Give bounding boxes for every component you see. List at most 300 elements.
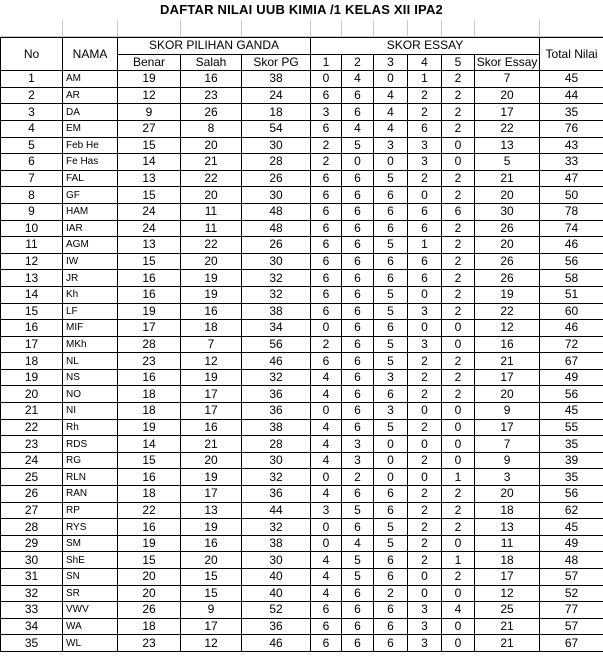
cell-essay-2: 6 [342,87,374,104]
cell-essay-2: 5 [342,552,374,569]
cell-essay-5: 1 [442,552,475,569]
cell-nama: SR [63,585,118,602]
cell-skor-essay: 7 [475,436,540,453]
cell-no: 21 [1,403,63,420]
cell-skor-pg: 46 [242,353,311,370]
cell-no: 15 [1,303,63,320]
cell-skor-essay: 25 [475,602,540,619]
cell-skor-pg: 30 [242,552,311,569]
cell-no: 4 [1,120,63,137]
cell-total-nilai: 45 [540,403,603,420]
cell-essay-3: 0 [374,154,408,171]
cell-essay-2: 6 [342,203,374,220]
cell-no: 33 [1,602,63,619]
cell-benar: 16 [118,286,181,303]
header-skor-pg: Skor PG [242,54,311,71]
cell-salah: 20 [181,187,242,204]
cell-salah: 19 [181,519,242,536]
cell-essay-2: 6 [342,585,374,602]
cell-skor-pg: 26 [242,170,311,187]
cell-nama: NS [63,369,118,386]
cell-benar: 13 [118,170,181,187]
cell-essay-4: 6 [408,120,442,137]
cell-skor-essay: 22 [475,120,540,137]
table-row [1,535,603,552]
gridline [180,20,181,37]
cell-total-nilai: 46 [540,237,603,254]
cell-essay-5: 4 [442,602,475,619]
cell-skor-essay: 13 [475,137,540,154]
cell-essay-3: 3 [374,403,408,420]
cell-nama: RAN [63,486,118,503]
table-row [1,286,603,303]
cell-essay-3: 6 [374,386,408,403]
cell-salah: 17 [181,618,242,635]
cell-salah: 16 [181,419,242,436]
cell-total-nilai: 43 [540,137,603,154]
cell-essay-1: 6 [311,170,342,187]
cell-salah: 16 [181,71,242,88]
cell-benar: 19 [118,303,181,320]
cell-essay-5: 0 [442,452,475,469]
cell-essay-1: 6 [311,602,342,619]
cell-essay-5: 2 [442,253,475,270]
cell-essay-4: 2 [408,419,442,436]
cell-essay-5: 2 [442,170,475,187]
cell-essay-4: 3 [408,303,442,320]
cell-essay-1: 6 [311,353,342,370]
gridline [441,20,442,37]
cell-essay-1: 3 [311,502,342,519]
cell-essay-1: 0 [311,469,342,486]
cell-salah: 8 [181,120,242,137]
cell-skor-pg: 36 [242,486,311,503]
cell-essay-4: 2 [408,104,442,121]
header-essay-3: 3 [374,54,408,71]
cell-no: 27 [1,502,63,519]
cell-skor-essay: 18 [475,552,540,569]
cell-total-nilai: 39 [540,452,603,469]
cell-skor-essay: 26 [475,270,540,287]
cell-essay-3: 3 [374,369,408,386]
cell-essay-2: 6 [342,220,374,237]
table-row [1,386,603,403]
cell-essay-1: 4 [311,386,342,403]
cell-skor-pg: 48 [242,203,311,220]
cell-no: 32 [1,585,63,602]
cell-total-nilai: 47 [540,170,603,187]
cell-benar: 9 [118,104,181,121]
cell-benar: 18 [118,618,181,635]
cell-skor-pg: 36 [242,618,311,635]
cell-no: 23 [1,436,63,453]
cell-essay-2: 6 [342,403,374,420]
table-row [1,519,603,536]
cell-essay-1: 2 [311,137,342,154]
cell-essay-5: 0 [442,585,475,602]
cell-skor-pg: 32 [242,369,311,386]
cell-skor-pg: 38 [242,303,311,320]
cell-skor-essay: 17 [475,369,540,386]
cell-no: 12 [1,253,63,270]
cell-essay-5: 2 [442,270,475,287]
cell-essay-3: 4 [374,87,408,104]
cell-essay-3: 6 [374,602,408,619]
cell-benar: 15 [118,452,181,469]
cell-essay-3: 5 [374,535,408,552]
cell-benar: 14 [118,436,181,453]
cell-skor-essay: 20 [475,237,540,254]
cell-no: 14 [1,286,63,303]
cell-benar: 19 [118,419,181,436]
cell-essay-1: 6 [311,286,342,303]
cell-essay-2: 3 [342,436,374,453]
cell-essay-3: 6 [374,270,408,287]
cell-essay-3: 0 [374,452,408,469]
cell-salah: 20 [181,452,242,469]
cell-essay-5: 0 [442,618,475,635]
cell-essay-5: 2 [442,303,475,320]
cell-essay-4: 2 [408,519,442,536]
cell-essay-3: 6 [374,635,408,652]
cell-essay-1: 2 [311,154,342,171]
table-row [1,104,603,121]
cell-skor-essay: 20 [475,187,540,204]
cell-no: 1 [1,71,63,88]
cell-skor-essay: 26 [475,253,540,270]
table-row [1,502,603,519]
cell-essay-1: 6 [311,237,342,254]
cell-benar: 28 [118,336,181,353]
cell-total-nilai: 62 [540,502,603,519]
cell-no: 8 [1,187,63,204]
cell-essay-4: 3 [408,602,442,619]
cell-essay-2: 6 [342,170,374,187]
cell-salah: 17 [181,486,242,503]
cell-essay-2: 6 [342,486,374,503]
cell-salah: 21 [181,436,242,453]
cell-salah: 12 [181,635,242,652]
cell-essay-5: 0 [442,403,475,420]
header-no: No [1,38,63,71]
cell-essay-4: 0 [408,286,442,303]
header-essay-2: 2 [342,54,374,71]
cell-essay-4: 0 [408,585,442,602]
cell-total-nilai: 77 [540,602,603,619]
cell-nama: Fe Has [63,154,118,171]
cell-essay-1: 6 [311,187,342,204]
cell-skor-essay: 3 [475,469,540,486]
cell-total-nilai: 58 [540,270,603,287]
cell-skor-pg: 36 [242,403,311,420]
cell-skor-pg: 28 [242,154,311,171]
table-row [1,353,603,370]
cell-benar: 15 [118,137,181,154]
cell-essay-5: 2 [442,486,475,503]
cell-essay-1: 6 [311,220,342,237]
cell-nama: RP [63,502,118,519]
cell-benar: 24 [118,220,181,237]
cell-essay-3: 6 [374,502,408,519]
cell-essay-5: 2 [442,187,475,204]
cell-skor-essay: 30 [475,203,540,220]
header-benar: Benar [118,54,181,71]
cell-essay-2: 6 [342,386,374,403]
gridline [373,20,374,37]
cell-total-nilai: 51 [540,286,603,303]
cell-nama: RLN [63,469,118,486]
cell-skor-essay: 9 [475,452,540,469]
gridline [539,20,540,37]
cell-total-nilai: 67 [540,353,603,370]
cell-no: 25 [1,469,63,486]
cell-essay-2: 6 [342,286,374,303]
cell-skor-pg: 38 [242,535,311,552]
cell-essay-3: 5 [374,519,408,536]
cell-skor-essay: 11 [475,535,540,552]
cell-essay-2: 6 [342,270,374,287]
gridline [407,20,408,37]
cell-essay-4: 2 [408,353,442,370]
cell-benar: 17 [118,320,181,337]
cell-nama: VWV [63,602,118,619]
cell-benar: 15 [118,253,181,270]
cell-essay-4: 6 [408,203,442,220]
cell-essay-2: 5 [342,502,374,519]
cell-no: 9 [1,203,63,220]
table-row [1,137,603,154]
table-row [1,303,603,320]
gridline [117,20,118,37]
cell-skor-pg: 54 [242,120,311,137]
cell-essay-4: 2 [408,535,442,552]
cell-salah: 17 [181,386,242,403]
cell-benar: 15 [118,552,181,569]
cell-essay-3: 6 [374,253,408,270]
table-row [1,203,603,220]
cell-nama: WL [63,635,118,652]
cell-essay-4: 2 [408,552,442,569]
table-row [1,585,603,602]
cell-skor-pg: 18 [242,104,311,121]
cell-benar: 19 [118,535,181,552]
cell-essay-2: 6 [342,519,374,536]
grades-table [0,37,603,652]
cell-essay-3: 5 [374,237,408,254]
cell-essay-1: 0 [311,519,342,536]
cell-essay-3: 5 [374,353,408,370]
cell-essay-3: 0 [374,71,408,88]
cell-essay-4: 2 [408,170,442,187]
cell-essay-2: 6 [342,187,374,204]
cell-essay-4: 0 [408,569,442,586]
header-essay-5: 5 [442,54,475,71]
cell-salah: 23 [181,87,242,104]
cell-essay-5: 0 [442,336,475,353]
cell-essay-1: 6 [311,203,342,220]
cell-no: 19 [1,369,63,386]
cell-skor-essay: 12 [475,320,540,337]
cell-skor-pg: 26 [242,237,311,254]
cell-skor-essay: 20 [475,87,540,104]
cell-no: 20 [1,386,63,403]
cell-total-nilai: 60 [540,303,603,320]
header-total: Total Nilai [540,38,603,71]
cell-essay-4: 3 [408,336,442,353]
cell-total-nilai: 50 [540,187,603,204]
cell-essay-2: 4 [342,535,374,552]
cell-no: 6 [1,154,63,171]
cell-skor-essay: 20 [475,386,540,403]
cell-benar: 12 [118,87,181,104]
cell-essay-3: 4 [374,104,408,121]
cell-salah: 13 [181,502,242,519]
cell-benar: 14 [118,154,181,171]
cell-essay-1: 4 [311,552,342,569]
cell-nama: AGM [63,237,118,254]
cell-benar: 15 [118,187,181,204]
cell-skor-essay: 5 [475,154,540,171]
cell-essay-1: 6 [311,270,342,287]
cell-skor-pg: 32 [242,469,311,486]
cell-essay-5: 2 [442,237,475,254]
cell-nama: IW [63,253,118,270]
table-row [1,618,603,635]
table-row [1,237,603,254]
cell-skor-pg: 24 [242,87,311,104]
cell-essay-2: 6 [342,237,374,254]
gridline [341,20,342,37]
cell-essay-5: 2 [442,104,475,121]
cell-skor-essay: 17 [475,104,540,121]
cell-total-nilai: 46 [540,320,603,337]
cell-no: 5 [1,137,63,154]
cell-essay-5: 2 [442,369,475,386]
cell-essay-5: 2 [442,71,475,88]
cell-essay-1: 4 [311,419,342,436]
gridline [310,20,311,37]
cell-total-nilai: 49 [540,369,603,386]
cell-essay-5: 0 [442,154,475,171]
cell-nama: GF [63,187,118,204]
cell-salah: 26 [181,104,242,121]
table-row [1,635,603,652]
cell-no: 16 [1,320,63,337]
cell-total-nilai: 57 [540,618,603,635]
cell-essay-3: 6 [374,569,408,586]
cell-skor-pg: 28 [242,436,311,453]
cell-nama: WA [63,618,118,635]
cell-essay-3: 6 [374,320,408,337]
table-row [1,436,603,453]
cell-skor-pg: 30 [242,253,311,270]
cell-essay-3: 2 [374,585,408,602]
cell-nama: RYS [63,519,118,536]
cell-benar: 27 [118,120,181,137]
cell-essay-5: 2 [442,220,475,237]
cell-benar: 18 [118,386,181,403]
cell-total-nilai: 49 [540,535,603,552]
cell-benar: 22 [118,502,181,519]
cell-essay-1: 2 [311,336,342,353]
cell-salah: 20 [181,137,242,154]
cell-no: 22 [1,419,63,436]
gridline [62,20,63,37]
cell-nama: SN [63,569,118,586]
cell-skor-pg: 48 [242,220,311,237]
cell-essay-1: 6 [311,618,342,635]
cell-no: 17 [1,336,63,353]
cell-benar: 16 [118,519,181,536]
cell-total-nilai: 56 [540,253,603,270]
cell-benar: 24 [118,203,181,220]
cell-essay-4: 0 [408,436,442,453]
cell-essay-2: 3 [342,452,374,469]
cell-nama: DA [63,104,118,121]
cell-total-nilai: 78 [540,203,603,220]
cell-no: 30 [1,552,63,569]
cell-no: 2 [1,87,63,104]
cell-nama: AM [63,71,118,88]
cell-total-nilai: 35 [540,469,603,486]
cell-nama: AR [63,87,118,104]
table-row [1,336,603,353]
cell-essay-4: 2 [408,386,442,403]
cell-skor-essay: 22 [475,303,540,320]
table-row [1,170,603,187]
cell-essay-5: 2 [442,386,475,403]
cell-skor-essay: 13 [475,519,540,536]
cell-skor-essay: 16 [475,336,540,353]
cell-essay-3: 6 [374,203,408,220]
cell-skor-pg: 46 [242,635,311,652]
cell-essay-2: 6 [342,253,374,270]
cell-total-nilai: 57 [540,569,603,586]
cell-skor-pg: 32 [242,519,311,536]
header-pilihan-ganda: SKOR PILIHAN GANDA [118,38,311,55]
cell-essay-3: 6 [374,552,408,569]
header-essay-4: 4 [408,54,442,71]
cell-benar: 23 [118,353,181,370]
cell-salah: 9 [181,602,242,619]
cell-essay-2: 2 [342,469,374,486]
cell-essay-5: 6 [442,203,475,220]
cell-nama: Rh [63,419,118,436]
cell-salah: 22 [181,237,242,254]
cell-skor-essay: 19 [475,286,540,303]
cell-essay-2: 5 [342,137,374,154]
cell-essay-2: 6 [342,369,374,386]
cell-salah: 20 [181,552,242,569]
cell-essay-3: 6 [374,618,408,635]
cell-essay-2: 6 [342,303,374,320]
cell-essay-3: 6 [374,220,408,237]
table-row [1,220,603,237]
cell-skor-essay: 12 [475,585,540,602]
cell-essay-4: 2 [408,369,442,386]
cell-skor-pg: 52 [242,602,311,619]
cell-no: 35 [1,635,63,652]
table-row [1,71,603,88]
cell-no: 7 [1,170,63,187]
cell-salah: 20 [181,253,242,270]
cell-salah: 19 [181,270,242,287]
header-salah: Salah [181,54,242,71]
cell-essay-4: 2 [408,87,442,104]
cell-benar: 23 [118,635,181,652]
cell-essay-4: 2 [408,452,442,469]
cell-essay-3: 5 [374,170,408,187]
